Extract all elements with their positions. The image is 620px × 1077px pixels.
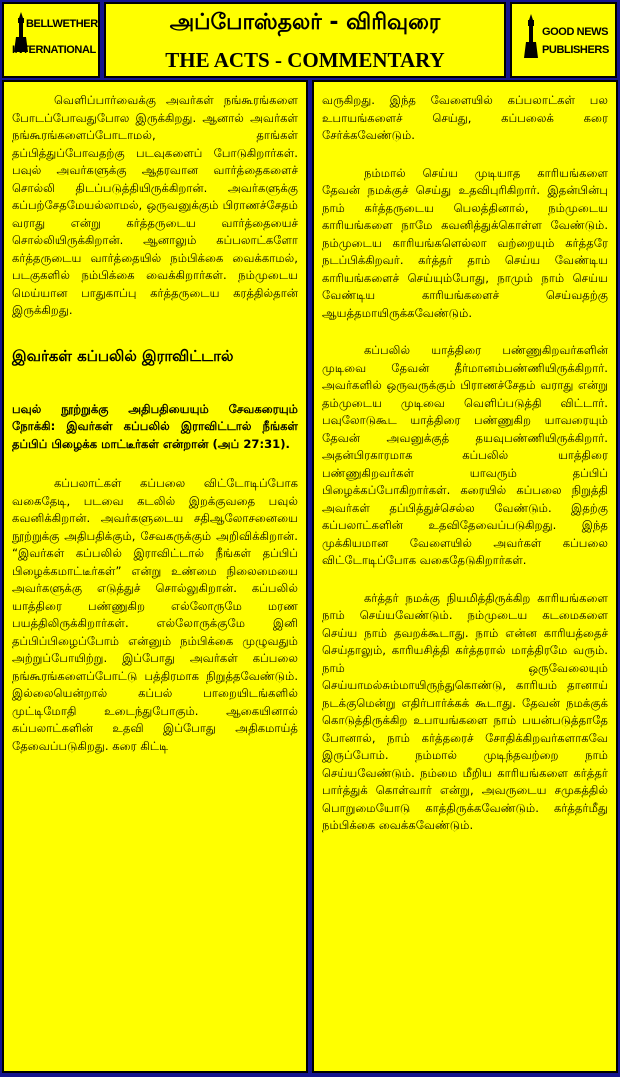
right-paragraph-4: கர்த்தர் நமக்கு நியமித்திருக்கிற காரியங்களை நாம் செய்யவேண்டும். நம்முடைய கடமைகளை செய்ய நாம் தவறக்கூடாது. நாம் என்ன காரியத்தைச் செய்தாலும், காரியசித்தி கர்த்தரால் மாத்திரமே வரும். நாம் ஒருவேலையும் செய்யாமல்சும்மாயிருந்துகொண்டு, காரியம் தானாய் நடக்குமென்று எதிர்பார்க்கக் கூடாது. தேவன் நமக்குக் கொடுத்திருக்கிற உபாயங்களை நாம் பயன்படுத்தாதே போனால், நாம் கர்த்தரைச் சோதிக்கிறவர்களாகவே இருப்போம். நம்மால் முடிந்தவற்றை நாம் செய்யவேண்டும். நம்மை மீறிய காரியங்களை கர்த்தர் பார்த்துக் கொள்வார் என்று, அவருடைய சமுகத்தில் பொறுமையோடு காத்திருக்கவேண்டும். கர்த்தர்மீது நம்பிக்கை வைக்கவேண்டும். xyxy=(322,590,608,832)
good-news-logo xyxy=(512,4,615,76)
right-column xyxy=(312,80,618,1073)
tower-icon xyxy=(524,14,538,58)
left-paragraph-1: வெளிப்பார்வைக்கு அவர்கள் நங்கூரங்களை போடப்போவதுபோல இருக்கிறது. ஆனால் அவர்கள் நங்கூரங்களைப்போடாமல், தாங்கள் தப்பித்துப்போவதற்கு படவுகளைப் போடுகிறார்கள். பவுல் அவர்களுக்கு ஆதரவான வார்த்தைகளைச் சொல்லி திடப்படுத்தியிருக்கிறான். அவர்களுக்கு கப்பற்சேதமேயல்லாமல், ஒருவனுக்கும் பிராணச்சேதம் வராது என்று கர்த்தருடைய வார்த்தையைச் சொல்லியிருக்கிறான். ஆனாலும் கப்பலாட்களோ கர்த்தருடைய வார்த்தையில் நம்பிக்கை வைக்காமல், படகுகளில் நம்பிக்கை வைக்கிறார்கள். நம்முடைய மெய்யான பாதுகாப்பு கர்த்தருடைய கரத்தில்தான் இருக்கிறது. xyxy=(12,93,298,317)
title-english: THE ACTS - COMMENTARY xyxy=(165,48,445,72)
title-box xyxy=(104,2,506,78)
right-paragraph-2: நம்மால் செய்ய முடியாத காரியங்களை தேவன் நமக்குச் செய்து உதவிபுரிகிறார். இதன்பின்பு நாம் கர்த்தருடைய பெலத்தினால், நம்முடைய காரியங்களை நாமே கவனித்துக்கொள்ள வேண்டும். நம்முடைய காரியங்களெல்லா வற்றையும் கர்த்தரே நடப்பிக்கிறவர். கர்த்தர் தாம் செய்ய வேண்டிய காரியங்களைச் செய்யும்போது, நாமும் நாம் செய்ய வேண்டிய காரியங்களைச் செய்வதற்கு ஆயத்தமாயிருக்கவேண்டும். xyxy=(322,165,608,320)
logo-right-line1: GOOD NEWS xyxy=(542,26,609,38)
right-paragraph-3: கப்பலில் யாத்திரை பண்ணுகிறவர்களின் முடிவை தேவன் தீர்மானம்பண்ணியிருக்கிறார். அவர்களில் ஒருவருக்கும் பிராணச்சேதம் வராது என்று தம்முடைய முடிவை வெளிப்படுத்தி விட்டார். பவுலோடுகூட யாத்திரை பண்ணுகிற யாவரையும் தேவன் அவனுக்குத் தயவுபண்ணியிருக்கிறார். அதன்பிரகாரமாக கப்பலில் யாத்திரை பண்ணுகிறவர்கள் யாவரும் தப்பிப் பிழைக்கப்போகிறார்கள். கரையில் கப்பலை நிறுத்தி அவர்கள் தப்பித்துச்செல்ல வேண்டும். இதற்கு கப்பலாட்களின் உதவிதேவைப்படுகிறது. இந்த முக்கியமான வேளையில் அவர்கள் கப்பலை விட்டோடிப்போக வகைதேடுகிறார்கள். xyxy=(322,343,608,567)
bellwether-logo xyxy=(4,4,98,76)
left-column-content xyxy=(12,92,298,755)
logo-right-line2: PUBLISHERS xyxy=(542,44,609,56)
left-paragraph-2: கப்பலாட்கள் கப்பலை விட்டோடிப்போக வகைதேடி, படவை கடலில் இறக்குவதை பவுல் கவனிக்கிறான். அவர்களுடைய சதிஆலோசனையை நூற்றுக்கு அதிபதிக்கும், சேவகருக்கும் அறிவிக்கிறான். “இவர்கள் கப்பலில் இராவிட்டால் நீங்கள் தப்பிப் பிழைக்கமாட்டீர்கள்” என்று உண்மை நிலைமையை அவர்களுக்கு எடுத்துச் சொல்லுகிறான். கப்பலில் யாத்திரை பண்ணுகிற எல்லோருமே மரண பயத்திலிருக்கிறார்கள். எல்லோருக்குமே இனி தப்பிப்பிழைப்போம் என்னும் நம்பிக்கை முழுவதும் அற்றுப்போயிற்று. இப்போது அவர்கள் கப்பலை நங்கூரங்களைப்போட்டு பத்திரமாக நிறுத்தவேண்டும். இல்லையென்றால் கப்பல் பாறையிடங்களில் முட்டிமோதி உடைந்துபோகும். ஆகையினால் கப்பலாட்களின் உதவி இப்போது அதிகமாய்த் தேவைப்படுகிறது. கரை கிட்டி xyxy=(12,476,298,753)
left-column xyxy=(2,80,308,1073)
logo-left-line1: BELLWETHER xyxy=(26,18,98,30)
scripture-verse: பவுல் நூற்றுக்கு அதிபதியையும் சேவகரையும் நோக்கி: இவர்கள் கப்பலில் இராவிட்டால் நீங்கள் தப்பிப் பிழைக்க மாட்டீர்கள் என்றான் (அப் 27:31). xyxy=(12,401,298,451)
logo-right-box xyxy=(510,2,617,78)
logo-left-box xyxy=(2,2,100,78)
right-paragraph-1: வருகிறது. இந்த வேளையில் கப்பலாட்கள் பல உபாயங்களைச் செய்து, கப்பலைக் கரை சேர்க்கவேண்டும். xyxy=(322,93,608,142)
title-tamil: அப்போஸ்தலர் - விரிவுரை xyxy=(169,10,441,35)
logo-left-line2: INTERNATIONAL xyxy=(12,44,96,56)
section-heading: இவர்கள் கப்பலில் இராவிட்டால் xyxy=(12,346,234,365)
right-column-content xyxy=(322,92,608,835)
